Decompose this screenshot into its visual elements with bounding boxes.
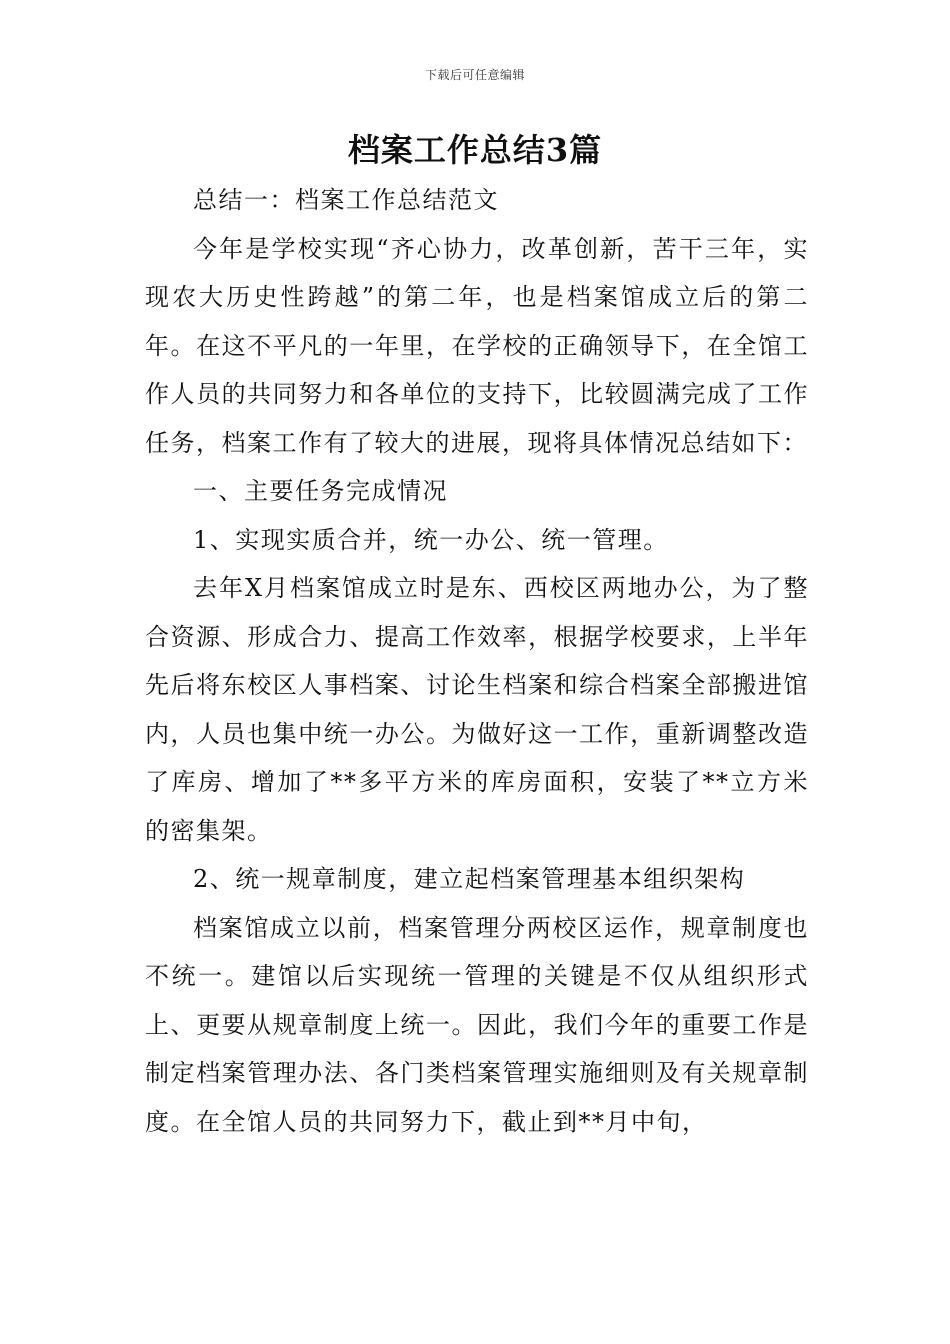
subheading-unify-rules: 2、统一规章制度，建立起档案管理基本组织架构 [193,865,746,893]
document-title: 档案工作总结3篇 [347,131,603,169]
section-heading-summary-one: 总结一：档案工作总结范文 [193,186,499,214]
section-heading-main-tasks: 一、主要任务完成情况 [193,477,448,505]
subheading-merge-office: 1、实现实质合并，统一办公、统一管理。 [193,525,669,554]
paragraph-merge-details: 去年X月档案馆成立时是东、西校区两地办公，为了整合资源、形成合力、提高工作效率，根据学校要求，上半年先后将东校区人事档案、讨论生档案和综合档案全部搬进馆内，人员也集中统一办公。为做好这一工作，重新调整改造了库房、增加了**多平方米的库房面积，安装了**立方米的密集架。 [145,574,809,845]
header-note: 下载后可任意编辑 [424,68,525,82]
paragraph-intro: 今年是学校实现“齐心协力，改革创新，苦干三年，实现农大历史性跨越”的第二年，也是档案馆成立后的第二年。在这不平凡的一年里，在学校的正确领导下，在全馆工作人员的共同努力和各单位的支持下，比较圆满完成了工作任务，档案工作有了较大的进展，现将具体情况总结如下： [145,234,809,457]
document-body [145,176,809,1146]
paragraph-rules-details: 档案馆成立以前，档案管理分两校区运作，规章制度也不统一。建馆以后实现统一管理的关键是不仅从组织形式上、更要从规章制度上统一。因此，我们今年的重要工作是制定档案管理办法、各门类档案管理实施细则及有关规章制度。在全馆人员的共同努力下，截止到**月中旬， [145,913,809,1136]
